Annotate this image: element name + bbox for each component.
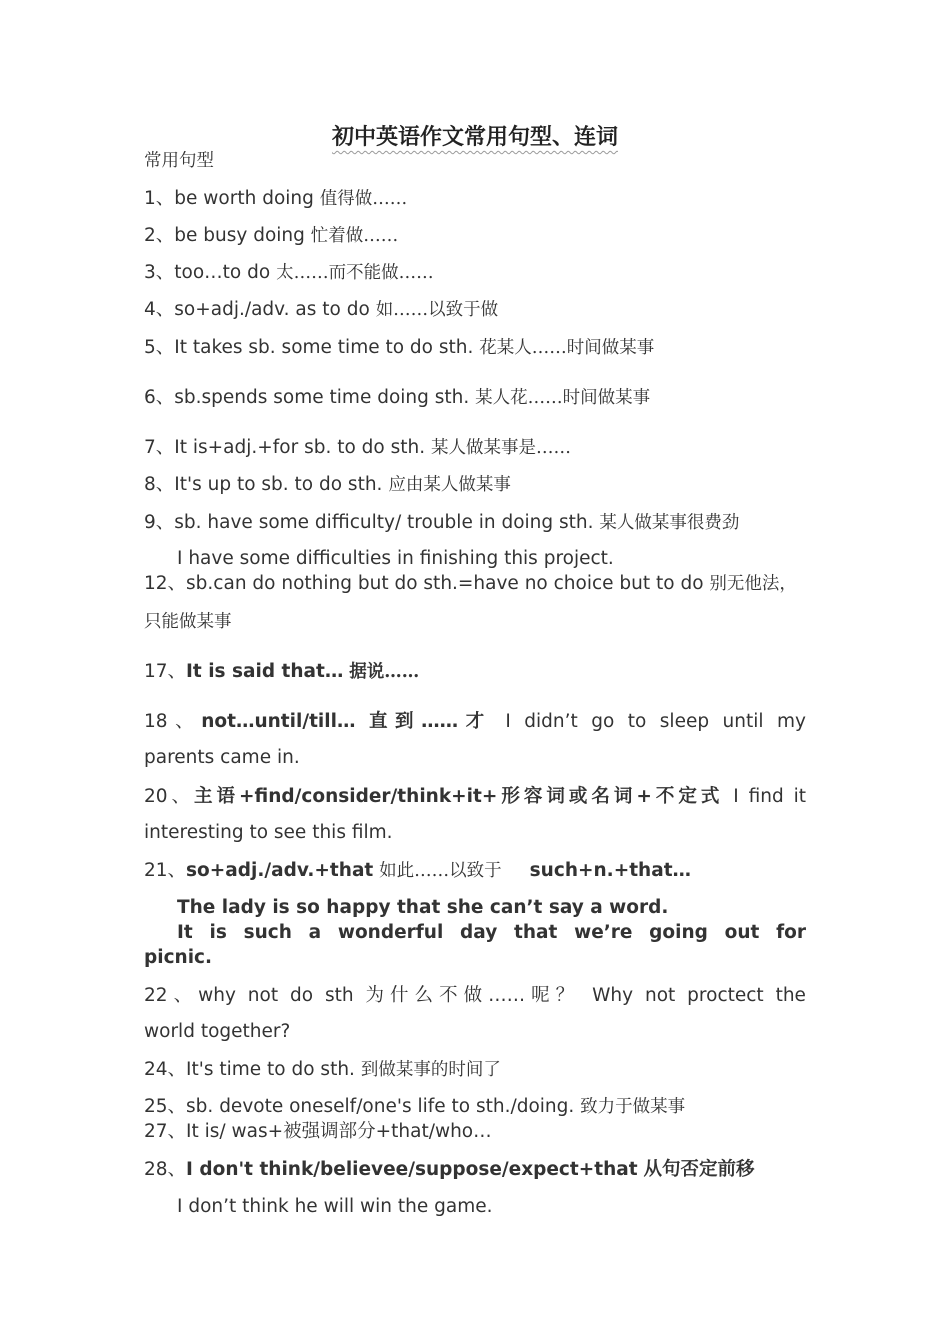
list-item: 8、It's up to sb. to do sth. 应由某人做某事 [144,474,511,495]
list-item: 28、I don't think/believee/suppose/expect+that 从句否定前移 [144,1159,755,1180]
list-item: 3、too…to do 太……而不能做…… [144,262,434,283]
example-sentence: It is such a wonderful day that we’re going out for [177,922,806,943]
list-item: 21、so+adj./adv.+that 如此……以致于 such+n.+that… [144,860,692,881]
list-item: 17、It is said that… 据说…… [144,661,420,682]
example-sentence: I have some difficulties in finishing this project. [177,548,614,569]
example-sentence: The lady is so happy that she can’t say a word. [177,897,669,918]
list-item: 7、It is+adj.+for sb. to do sth. 某人做某事是…… [144,437,571,458]
list-item: 4、so+adj./adv. as to do 如……以致于做 [144,299,499,320]
example-sentence: I don’t think he will win the game. [177,1196,493,1217]
document-title: 初中英语作文常用句型、连词 [331,124,618,150]
list-item: 18、not…until/till… 直到……才 I didn’t go to sleep until my [144,711,806,732]
list-item: 5、It takes sb. some time to do sth. 花某人……时间做某事 [144,337,655,358]
list-item: 12、sb.can do nothing but do sth.=have no choice but to do 别无他法， [144,573,797,594]
list-item: 2、be busy doing 忙着做…… [144,225,399,246]
list-item: 20、主语+find/consider/think+it+形容词或名词+不定式 I find it [144,786,806,807]
list-item: 22、why not do sth 为什么不做……呢？ Why not proctect the [144,985,806,1006]
list-item: 25、sb. devote oneself/one's life to sth./doing. 致力于做某事 [144,1096,686,1117]
list-item: 24、It's time to do sth. 到做某事的时间了 [144,1059,501,1080]
list-item-continuation: 只能做某事 [144,612,232,632]
list-item: 9、sb. have some difficulty/ trouble in doing sth. 某人做某事很费劲 [144,512,740,533]
example-sentence: interesting to see this film. [144,822,393,843]
example-sentence-continuation: picnic. [144,947,213,968]
example-sentence: parents came in. [144,747,300,768]
list-item: 1、be worth doing 值得做…… [144,188,408,209]
list-item: 6、sb.spends some time doing sth. 某人花……时间做某事 [144,387,651,408]
section-label: 常用句型 [144,151,214,171]
example-sentence: world together? [144,1021,291,1042]
list-item: 27、It is/ was+被强调部分+that/who… [144,1121,492,1142]
